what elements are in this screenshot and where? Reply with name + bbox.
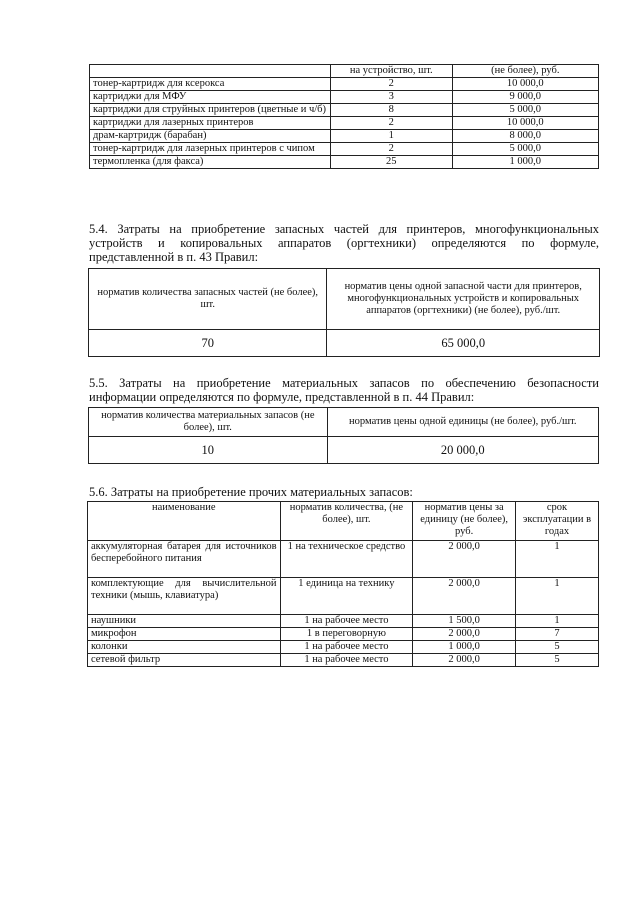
section-5-4-text: 5.4. Затраты на приобретение запасных частей для принтеров, многофункциональных устройств и копировальных аппаратов (оргтехники) определяются по формуле, представленной в п. 43 Правил: xyxy=(89,222,599,264)
table-cell: 1 xyxy=(516,615,599,628)
table-row xyxy=(90,156,599,169)
table-cell: норматив количества материальных запасов (не более), шт. xyxy=(89,408,328,437)
table-row xyxy=(88,615,599,628)
table-cell: 2 000,0 xyxy=(413,628,516,641)
table-cell: 9 000,0 xyxy=(452,91,598,104)
table-cell: 1 xyxy=(516,578,599,615)
other-materials-table xyxy=(87,501,599,667)
table-cell: 5 xyxy=(516,654,599,667)
table-cell xyxy=(90,65,331,78)
table-row xyxy=(90,104,599,117)
table-cell: 65 000,0 xyxy=(327,330,600,357)
table-cell: 1 единица на технику xyxy=(280,578,413,615)
table-row xyxy=(88,578,599,615)
table-cell: срок эксплуатации в годах xyxy=(516,502,599,541)
table-cell: картриджи для МФУ xyxy=(90,91,331,104)
table-cell: наушники xyxy=(88,615,281,628)
table-cell: 2 xyxy=(330,117,452,130)
table-cell: драм-картридж (барабан) xyxy=(90,130,331,143)
table-cell: 8 000,0 xyxy=(452,130,598,143)
table-row xyxy=(90,117,599,130)
table-cell: 2 000,0 xyxy=(413,654,516,667)
table-row xyxy=(89,437,599,464)
table-row xyxy=(90,130,599,143)
table-cell: 2 xyxy=(330,143,452,156)
table-cell: 1 xyxy=(516,541,599,578)
table-row xyxy=(89,330,600,357)
table-cell: 20 000,0 xyxy=(327,437,598,464)
table-cell: норматив количества запасных частей (не более), шт. xyxy=(89,269,327,330)
table-header-row xyxy=(89,269,600,330)
table-cell: 1 000,0 xyxy=(452,156,598,169)
table-cell: 3 xyxy=(330,91,452,104)
consumables-table xyxy=(89,64,599,169)
table-cell: 8 xyxy=(330,104,452,117)
table-header-row xyxy=(88,502,599,541)
security-materials-table xyxy=(88,407,599,464)
table-cell: 1 000,0 xyxy=(413,641,516,654)
table-cell: наименование xyxy=(88,502,281,541)
table-cell: норматив количества, (не более), шт. xyxy=(280,502,413,541)
table-cell: 10 xyxy=(89,437,328,464)
table-row xyxy=(88,641,599,654)
table-row xyxy=(88,654,599,667)
spare-parts-table xyxy=(88,268,600,357)
table-cell: на устройство, шт. xyxy=(330,65,452,78)
table-row xyxy=(90,143,599,156)
table-cell: 2 xyxy=(330,78,452,91)
table-cell: норматив цены одной запасной части для принтеров, многофункциональных устройств и копировальных аппаратов (оргтехники) (не более), руб./шт. xyxy=(327,269,600,330)
table-header-row xyxy=(89,408,599,437)
table-row xyxy=(90,78,599,91)
table-cell: (не более), руб. xyxy=(452,65,598,78)
table-cell: 1 на рабочее место xyxy=(280,615,413,628)
table-cell: 5 xyxy=(516,641,599,654)
table-cell: картриджи для струйных принтеров (цветные и ч/б) xyxy=(90,104,331,117)
table-cell: 1 500,0 xyxy=(413,615,516,628)
table-cell: 10 000,0 xyxy=(452,117,598,130)
table-cell: сетевой фильтр xyxy=(88,654,281,667)
table-cell: 5 000,0 xyxy=(452,143,598,156)
table-cell: термопленка (для факса) xyxy=(90,156,331,169)
table-cell: 2 000,0 xyxy=(413,541,516,578)
table-cell: 5 000,0 xyxy=(452,104,598,117)
table-row xyxy=(88,541,599,578)
table-cell: 1 в переговорную xyxy=(280,628,413,641)
table-cell: аккумуляторная батарея для источников бесперебойного питания xyxy=(88,541,281,578)
table-cell: 25 xyxy=(330,156,452,169)
table-cell: 1 на рабочее место xyxy=(280,641,413,654)
table-cell: тонер-картридж для лазерных принтеров с чипом xyxy=(90,143,331,156)
section-5-6-text: 5.6. Затраты на приобретение прочих материальных запасов: xyxy=(89,485,413,499)
table-cell: 1 на техническое средство xyxy=(280,541,413,578)
table-cell: 1 на рабочее место xyxy=(280,654,413,667)
table-cell: 70 xyxy=(89,330,327,357)
table-cell: микрофон xyxy=(88,628,281,641)
table-row xyxy=(88,628,599,641)
table-row xyxy=(90,91,599,104)
table-cell: 1 xyxy=(330,130,452,143)
table-cell: 10 000,0 xyxy=(452,78,598,91)
table-cell: картриджи для лазерных принтеров xyxy=(90,117,331,130)
table-header-row xyxy=(90,65,599,78)
table-cell: комплектующие для вычислительной техники (мышь, клавиатура) xyxy=(88,578,281,615)
section-5-5-text: 5.5. Затраты на приобретение материальных запасов по обеспечению безопасности информации определяются по формуле, представленной в п. 44 Правил: xyxy=(89,376,599,404)
table-cell: норматив цены за единицу (не более), руб. xyxy=(413,502,516,541)
table-cell: тонер-картридж для ксерокса xyxy=(90,78,331,91)
table-cell: колонки xyxy=(88,641,281,654)
table-cell: норматив цены одной единицы (не более), руб./шт. xyxy=(327,408,598,437)
table-cell: 7 xyxy=(516,628,599,641)
table-cell: 2 000,0 xyxy=(413,578,516,615)
